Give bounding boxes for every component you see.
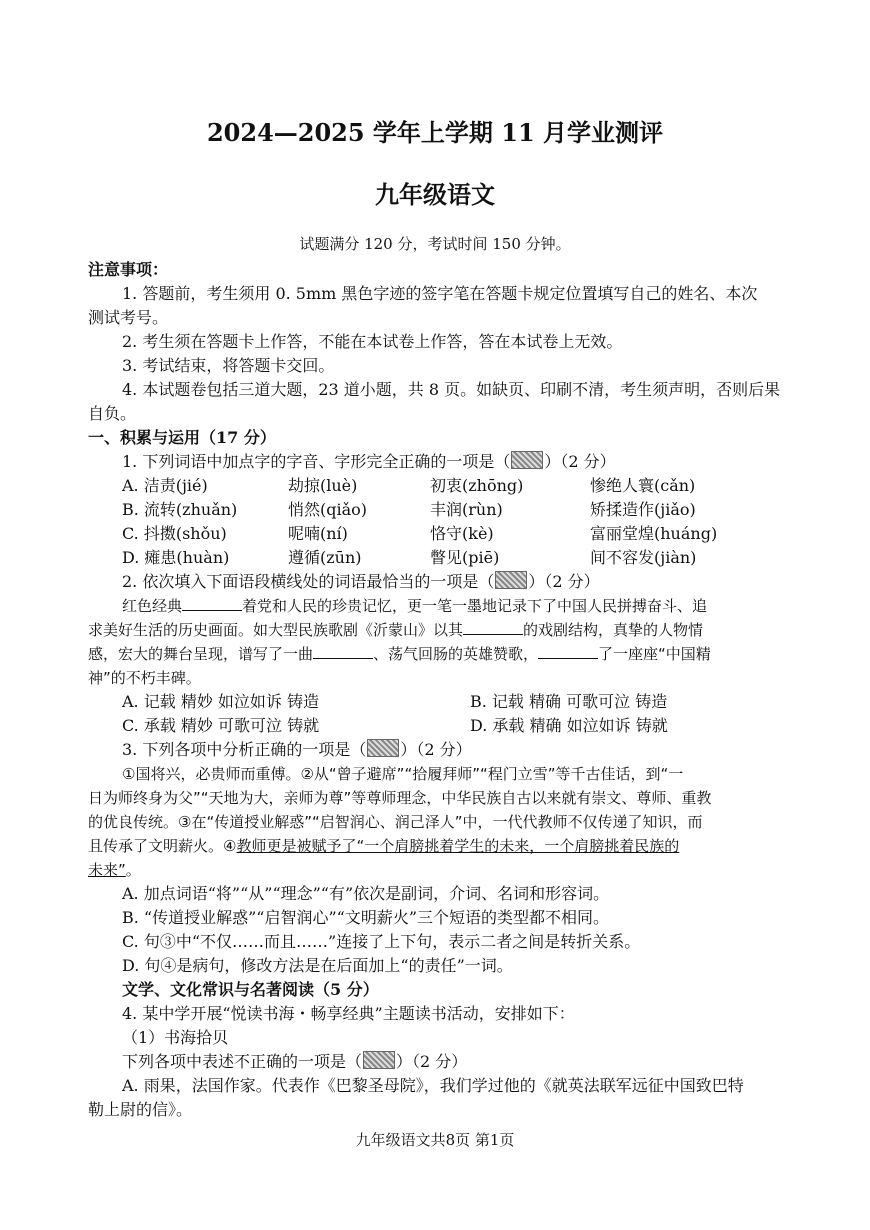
- stem-text: 2. 依次填入下面语段横线处的词语最恰当的一项是（: [122, 572, 495, 591]
- passage-text: 了一座座“中国精: [598, 645, 711, 663]
- q1-option: 恪守(kè): [430, 524, 494, 543]
- passage-text: 且传承了文明薪火。④: [88, 837, 237, 855]
- question-4-stem: 4. 某中学开展“悦读书海・畅享经典”主题读书活动，安排如下：: [122, 1004, 575, 1023]
- q1-option: 初衷(zhōng): [430, 476, 524, 495]
- subquestion-heading: （1）书海拾贝: [122, 1028, 229, 1047]
- q1-option: 瞥见(piē): [430, 548, 500, 567]
- exam-title: 2024—2025 学年上学期 11 月学业测评: [206, 118, 664, 147]
- notice-heading: 注意事项：: [88, 260, 169, 279]
- q3-passage-line: 的优良传统。③在“传道授业解惑”“启智润心、润己泽人”中，一代代教师不仅传递了知识，而: [88, 813, 703, 831]
- passage-text: 、荡气回肠的英雄赞歌，: [373, 645, 539, 663]
- stem-text: ）（2 分）: [528, 572, 600, 591]
- q4-option: A. 雨果，法国作家。代表作《巴黎圣母院》，我们学过他的《就英法联军远征中国致巴特: [122, 1076, 744, 1095]
- section-heading: 文学、文化常识与名著阅读（5 分）: [122, 980, 379, 999]
- q1-option: 间不容发(jiàn): [590, 548, 697, 567]
- stem-text: ）（2 分）: [400, 740, 472, 759]
- page-footer: 九年级语文共8页 第1页: [355, 1131, 515, 1149]
- q3-passage-line: [88, 858, 141, 882]
- q4-option: 勒上尉的信》。: [88, 1100, 193, 1119]
- stem-text: 下列各项中表述不正确的一项是（: [122, 1052, 363, 1071]
- q2-option: D. 承载 精确 如泣如诉 铸就: [470, 716, 668, 735]
- question-1-stem: [122, 450, 616, 474]
- q1-option: D. 瘫患(huàn): [122, 548, 230, 567]
- underlined-sentence: 教师更是被赋予了“一个肩膀挑着学生的未来，一个肩膀挑着民族的: [236, 837, 680, 855]
- q3-option: C. 句③中“不仅……而且……”连接了上下句，表示二者之间是转折关系。: [122, 932, 641, 951]
- q2-option: B. 记载 精确 可歌可泣 铸造: [470, 692, 668, 711]
- stem-text: 1. 下列词语中加点字的字音、字形完全正确的一项是（: [122, 452, 511, 471]
- q1-option: A. 洁责(jié): [122, 476, 208, 495]
- q1-option: 富丽堂煌(huáng): [590, 524, 718, 543]
- q3-option: D. 句④是病句，修改方法是在后面加上“的责任”一词。: [122, 956, 513, 975]
- q4-sub1-stem: [122, 1050, 467, 1074]
- question-2-stem: [122, 570, 600, 594]
- exam-meta: 试题满分 120 分，考试时间 150 分钟。: [299, 235, 571, 253]
- fill-blank: [538, 644, 598, 659]
- q3-option: A. 加点词语“将”“从”“理念”“有”依次是副词，介词、名词和形容词。: [122, 884, 610, 903]
- q2-passage-line: [122, 594, 707, 618]
- q1-option: 惨绝人寰(cǎn): [590, 476, 696, 495]
- notice-item: 4. 本试题卷包括三道大题，23 道小题，共 8 页。如缺页、印刷不清，考生须声明，否则后果: [122, 380, 781, 399]
- section-heading: 一、积累与运用（17 分）: [88, 428, 276, 447]
- stem-text: ）（2 分）: [396, 1052, 468, 1071]
- underlined-sentence: 未来”: [88, 861, 126, 879]
- q2-passage-line: [88, 642, 711, 666]
- q1-option: C. 抖擞(shǒu): [122, 524, 227, 543]
- question-3-stem: [122, 738, 472, 762]
- notice-item: 测试考号。: [88, 308, 169, 327]
- q2-option: A. 记载 精妙 如泣如诉 铸造: [122, 692, 319, 711]
- q1-option: 矫揉造作(jiǎo): [590, 500, 696, 519]
- passage-text: 的戏剧结构，真挚的人物情: [523, 621, 704, 639]
- answer-box: [511, 451, 543, 469]
- q1-option: 悄然(qiǎo): [288, 500, 368, 519]
- notice-item: 3. 考试结束，将答题卡交回。: [122, 356, 335, 375]
- passage-text: 求美好生活的历史画面。如大型民族歌剧《沂蒙山》以其: [88, 621, 464, 639]
- stem-text: 3. 下列各项中分析正确的一项是（: [122, 740, 367, 759]
- q3-passage-line: 日为师终身为父”“天地为大，亲师为尊”等尊师理念，中华民族自古以来就有崇文、尊师、重教: [88, 789, 712, 807]
- passage-text: 。: [125, 861, 141, 879]
- q1-option: 遵循(zūn): [288, 548, 362, 567]
- stem-text: ）（2 分）: [544, 452, 616, 471]
- notice-item: 自负。: [88, 404, 137, 423]
- q2-passage-line: [88, 618, 703, 642]
- passage-text: 着党和人民的珍贵记忆，更一笔一墨地记录下了中国人民拼搏奋斗、追: [242, 597, 708, 615]
- q3-passage-line: ①国将兴，必贵师而重傅。②从“曾子避席”“拾履拜师”“程门立雪”等千古佳话，到“一: [122, 765, 684, 783]
- notice-item: 2. 考生须在答题卡上作答，不能在本试卷上作答，答在本试卷上无效。: [122, 332, 623, 351]
- q1-option: 丰润(rùn): [430, 500, 503, 519]
- answer-box: [367, 739, 399, 757]
- fill-blank: [182, 596, 242, 611]
- q3-passage-line: [88, 834, 679, 858]
- answer-box: [495, 571, 527, 589]
- notice-item: 1. 答题前，考生须用 0. 5mm 黑色字迹的签字笔在答题卡规定位置填写自己的姓名、本次: [122, 284, 758, 303]
- answer-box: [363, 1051, 395, 1069]
- q1-option: 呢喃(ní): [288, 524, 348, 543]
- fill-blank: [313, 644, 373, 659]
- passage-text: 感，宏大的舞台呈现，谱写了一曲: [88, 645, 314, 663]
- q3-option: B. “传道授业解惑”“启智润心”“文明薪火”三个短语的类型都不相同。: [122, 908, 610, 927]
- fill-blank: [463, 620, 523, 635]
- q1-option: B. 流转(zhuǎn): [122, 500, 238, 519]
- passage-text: 红色经典: [122, 597, 183, 615]
- q1-option: 劫掠(luè): [288, 476, 358, 495]
- subject-title: 九年级语文: [375, 180, 495, 209]
- q2-passage-line: 神”的不朽丰碑。: [88, 669, 201, 687]
- q2-option: C. 承载 精妙 可歌可泣 铸就: [122, 716, 320, 735]
